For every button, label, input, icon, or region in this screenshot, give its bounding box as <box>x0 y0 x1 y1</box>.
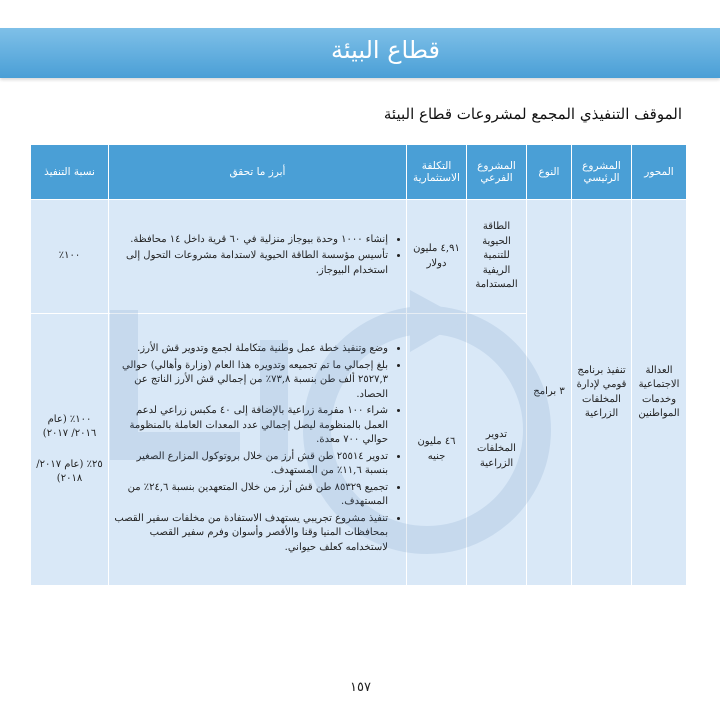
page-number: ١٥٧ <box>350 680 371 695</box>
page-title: قطاع البيئة <box>331 36 440 64</box>
sub-project-cell: تدوير المخلفات الزراعية <box>467 314 527 586</box>
rate-cell <box>31 314 109 586</box>
axis-cell: العدالة الاجتماعية وخدمات المواطنين <box>632 200 687 586</box>
header-rate: نسبة التنفيذ <box>31 145 109 200</box>
rate-2016-2017: ١٠٠٪ (عام ٢٠١٦/ ٢٠١٧) <box>42 413 97 439</box>
rate-2017-2018: ٢٥٪ (عام ٢٠١٧/ ٢٠١٨) <box>36 458 103 484</box>
header-band <box>0 28 720 78</box>
achievement-item: • تنفيذ مشروع تجريبي يستهدف الاستفادة من مخلفات سفير القصب بمحافظات المنيا وقنا والأقصر وأسوان وفرم سفير القصب لاستخدامه كعلف حيواني. <box>113 512 388 556</box>
header-type: النوع <box>527 145 572 200</box>
achievement-item: • تأسيس مؤسسة الطاقة الحيوية لاستدامة مشروعات التحول إلى استخدام البيوجاز. <box>113 249 388 278</box>
header-axis: المحور <box>632 145 687 200</box>
achievement-item: • وضع وتنفيذ خطة عمل وطنية متكاملة لجمع وتدوير قش الأرز. <box>113 342 388 357</box>
header-main-project: المشروع الرئيسي <box>572 145 632 200</box>
achievement-item: • إنشاء ١٠٠٠ وحدة بيوجاز منزلية في ٦٠ قرية داخل ١٤ محافظة. <box>113 233 388 248</box>
achievement-item: • تدوير ٢٥٥١٤ طن قش أرز من خلال بروتوكول المزارع الصغير بنسبة ١١,٦٪ من المستهدف. <box>113 450 388 479</box>
cost-cell: ٤٦ مليون جنيه <box>407 314 467 586</box>
achievements-cell <box>109 200 407 314</box>
main-project-cell: تنفيذ برنامج قومي لإدارة المخلفات الزراعية <box>572 200 632 586</box>
sub-project-cell: الطاقة الحيوية للتنمية الريفية المستدامة <box>467 200 527 314</box>
achievements-cell <box>109 314 407 586</box>
type-cell: ٣ برامج <box>527 200 572 586</box>
table-row <box>31 200 687 314</box>
achievement-item: • تجميع ٨٥٣٢٩ طن قش أرز من خلال المتعهدين بنسبة ٢٤,٦٪ من المستهدف. <box>113 481 388 510</box>
section-subtitle: الموقف التنفيذي المجمع لمشروعات قطاع البيئة <box>383 105 682 123</box>
achievement-item: • بلغ إجمالي ما تم تجميعه وتدويره هذا العام (وزارة وأهالي) حوالي ٢٥٢٧,٣ ألف طن بنسبة ٧٣,٨٪ من إجمالي قش الأرز الناتج عن الحصاد. <box>113 359 388 403</box>
rate-cell: ١٠٠٪ <box>31 200 109 314</box>
header-achievements: أبرز ما تحقق <box>109 145 407 200</box>
table-header-row <box>31 145 687 200</box>
cost-cell: ٤,٩١ مليون دولار <box>407 200 467 314</box>
header-sub-project: المشروع الفرعي <box>467 145 527 200</box>
projects-table <box>30 144 687 586</box>
achievement-item: • شراء ١٠٠ مفرمة زراعية بالإضافة إلى ٤٠ مكبس زراعي لدعم العمل بالمنظومة ليصل إجمالي عدد المعدات العاملة بالمنظومة حوالي ٧٠٠ معدة. <box>113 404 388 448</box>
header-cost: التكلفة الاستثمارية <box>407 145 467 200</box>
